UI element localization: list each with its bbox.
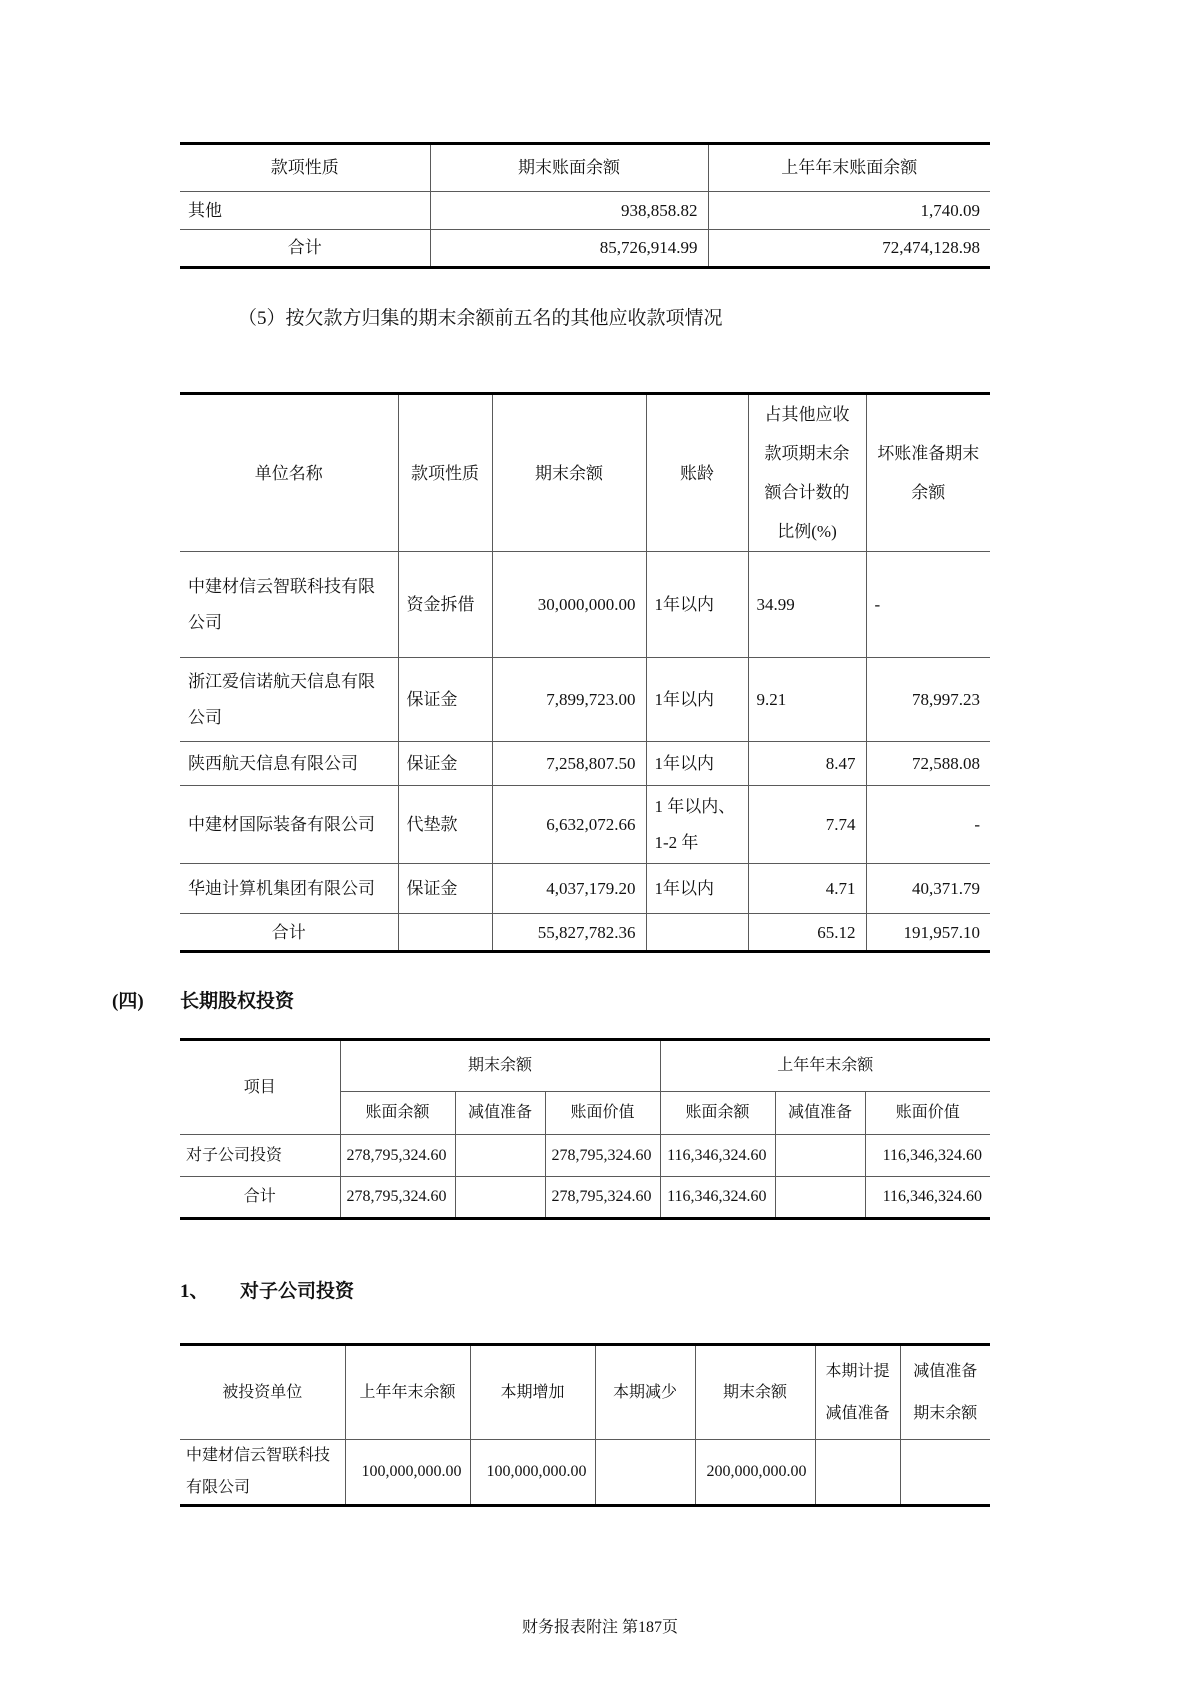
- row-label: 合计: [271, 922, 306, 942]
- row-label: 合计: [287, 238, 322, 258]
- subsidiary-investment-table: [180, 1343, 990, 1507]
- column-group-header: 上年年末余额: [660, 1040, 990, 1092]
- table-header-row: [180, 1345, 990, 1440]
- table-cell: 1年以内: [646, 742, 748, 786]
- column-header: 减值准备: [775, 1092, 865, 1135]
- table-cell: -: [866, 552, 990, 658]
- table-cell: 100,000,000.00: [345, 1440, 470, 1506]
- table-header-row: [180, 144, 990, 192]
- company-name: 浙江爱信诺航天信息有限公司: [180, 658, 398, 742]
- column-header: 项目: [180, 1040, 340, 1135]
- section-4-heading: [112, 986, 294, 1013]
- table-cell: 资金拆借: [398, 552, 492, 658]
- column-header: 上年年末账面余额: [708, 144, 990, 192]
- table-cell: [775, 1135, 865, 1177]
- loan-nature-summary-table: [180, 142, 990, 269]
- table-cell: 72,588.08: [866, 742, 990, 786]
- company-name: 中建材信云智联科技有限公司: [180, 552, 398, 658]
- column-header: 账面价值: [545, 1092, 660, 1135]
- table-cell: 191,957.10: [866, 914, 990, 952]
- column-header: 坏账准备期末余额: [866, 394, 990, 552]
- table-cell: 55,827,782.36: [492, 914, 646, 952]
- row-label: 对子公司投资: [180, 1135, 340, 1177]
- table-cell: 1年以内: [646, 552, 748, 658]
- table-cell: 7,899,723.00: [492, 658, 646, 742]
- table-cell: 78,997.23: [866, 658, 990, 742]
- table-cell: 72,474,128.98: [708, 230, 990, 268]
- column-header: 账面余额: [340, 1092, 455, 1135]
- column-header: 单位名称: [180, 394, 398, 552]
- table-cell: 34.99: [748, 552, 866, 658]
- column-header: 占其他应收款项期末余额合计数的比例(%): [748, 394, 866, 552]
- table-cell: 6,632,072.66: [492, 786, 646, 864]
- table-row: [180, 1440, 990, 1506]
- top5-other-receivables-table: [180, 392, 990, 953]
- table-cell: 116,346,324.60: [865, 1135, 990, 1177]
- table-cell: 1,740.09: [708, 192, 990, 230]
- table-cell: 30,000,000.00: [492, 552, 646, 658]
- column-header: 账面价值: [865, 1092, 990, 1135]
- section-4-number: (四): [112, 991, 144, 1012]
- table-row: [180, 1135, 990, 1177]
- table-cell: 4,037,179.20: [492, 864, 646, 914]
- section-4-title: 长期股权投资: [180, 991, 295, 1012]
- column-header: 期末账面余额: [430, 144, 708, 192]
- table-row: [180, 786, 990, 864]
- table-total-row: [180, 1177, 990, 1219]
- subsection-1-number: 1、: [180, 1281, 209, 1302]
- table-cell: 100,000,000.00: [470, 1440, 595, 1506]
- column-header: 期末余额: [695, 1345, 815, 1440]
- table-cell: 7,258,807.50: [492, 742, 646, 786]
- page-footer: [0, 1614, 1200, 1637]
- table-cell: 116,346,324.60: [660, 1135, 775, 1177]
- table-cell: 1年以内: [646, 864, 748, 914]
- column-header: 款项性质: [180, 144, 430, 192]
- column-header: 款项性质: [398, 394, 492, 552]
- company-name: 中建材信云智联科技有限公司: [186, 1447, 331, 1496]
- subsection-1-title: 对子公司投资: [240, 1281, 355, 1302]
- table-row: [180, 192, 990, 230]
- company-name: 中建材国际装备有限公司: [180, 786, 398, 864]
- table-cell: [646, 914, 748, 952]
- table-cell: 85,726,914.99: [430, 230, 708, 268]
- table-cell: 8.47: [748, 742, 866, 786]
- column-header: 被投资单位: [180, 1345, 345, 1440]
- company-name: 华迪计算机集团有限公司: [180, 864, 398, 914]
- column-header: 账龄: [646, 394, 748, 552]
- footer-text: 财务报表附注 第187页: [521, 1619, 678, 1636]
- table-cell: 278,795,324.60: [340, 1135, 455, 1177]
- table-cell: 938,858.82: [430, 192, 708, 230]
- long-term-equity-table: [180, 1038, 990, 1220]
- table-cell: 40,371.79: [866, 864, 990, 914]
- table-row: [180, 552, 990, 658]
- column-header: 减值准备: [455, 1092, 545, 1135]
- row-label: 其他: [180, 192, 430, 230]
- table-cell: [455, 1177, 545, 1219]
- table-cell: 278,795,324.60: [545, 1177, 660, 1219]
- column-header: 本期计提减值准备: [815, 1345, 900, 1440]
- table-total-row: [180, 914, 990, 952]
- table-cell: 200,000,000.00: [695, 1440, 815, 1506]
- table-cell: 116,346,324.60: [865, 1177, 990, 1219]
- column-header: 账面余额: [660, 1092, 775, 1135]
- table-cell: 保证金: [398, 864, 492, 914]
- section-5-heading: [238, 303, 723, 330]
- table-cell: 7.74: [748, 786, 866, 864]
- table-cell: 保证金: [398, 658, 492, 742]
- table-cell: 1年以内: [646, 658, 748, 742]
- table-header-row: [180, 394, 990, 552]
- table-cell: [398, 914, 492, 952]
- column-header: 本期减少: [595, 1345, 695, 1440]
- column-header: 本期增加: [470, 1345, 595, 1440]
- table-total-row: [180, 230, 990, 268]
- subsection-1-heading: [180, 1276, 354, 1303]
- table-cell: 保证金: [398, 742, 492, 786]
- table-row: [180, 742, 990, 786]
- table-cell: 65.12: [748, 914, 866, 952]
- table-cell: 4.71: [748, 864, 866, 914]
- table-cell: 1 年以内、1-2 年: [646, 786, 748, 864]
- company-name: 陕西航天信息有限公司: [180, 742, 398, 786]
- table-cell: -: [866, 786, 990, 864]
- column-header: 上年年末余额: [345, 1345, 470, 1440]
- table-cell: 116,346,324.60: [660, 1177, 775, 1219]
- table-cell: [455, 1135, 545, 1177]
- section-5-title: （5）按欠款方归集的期末余额前五名的其他应收款项情况: [238, 308, 723, 329]
- table-cell: [815, 1440, 900, 1506]
- row-label: 合计: [243, 1188, 276, 1206]
- table-header-row: [180, 1040, 990, 1092]
- table-row: [180, 864, 990, 914]
- table-cell: 代垫款: [398, 786, 492, 864]
- table-cell: [775, 1177, 865, 1219]
- table-cell: 278,795,324.60: [340, 1177, 455, 1219]
- table-cell: 9.21: [748, 658, 866, 742]
- table-cell: [900, 1440, 990, 1506]
- table-cell: [595, 1440, 695, 1506]
- column-header: 减值准备期末余额: [900, 1345, 990, 1440]
- table-cell: 278,795,324.60: [545, 1135, 660, 1177]
- table-row: [180, 658, 990, 742]
- column-group-header: 期末余额: [340, 1040, 660, 1092]
- column-header: 期末余额: [492, 394, 646, 552]
